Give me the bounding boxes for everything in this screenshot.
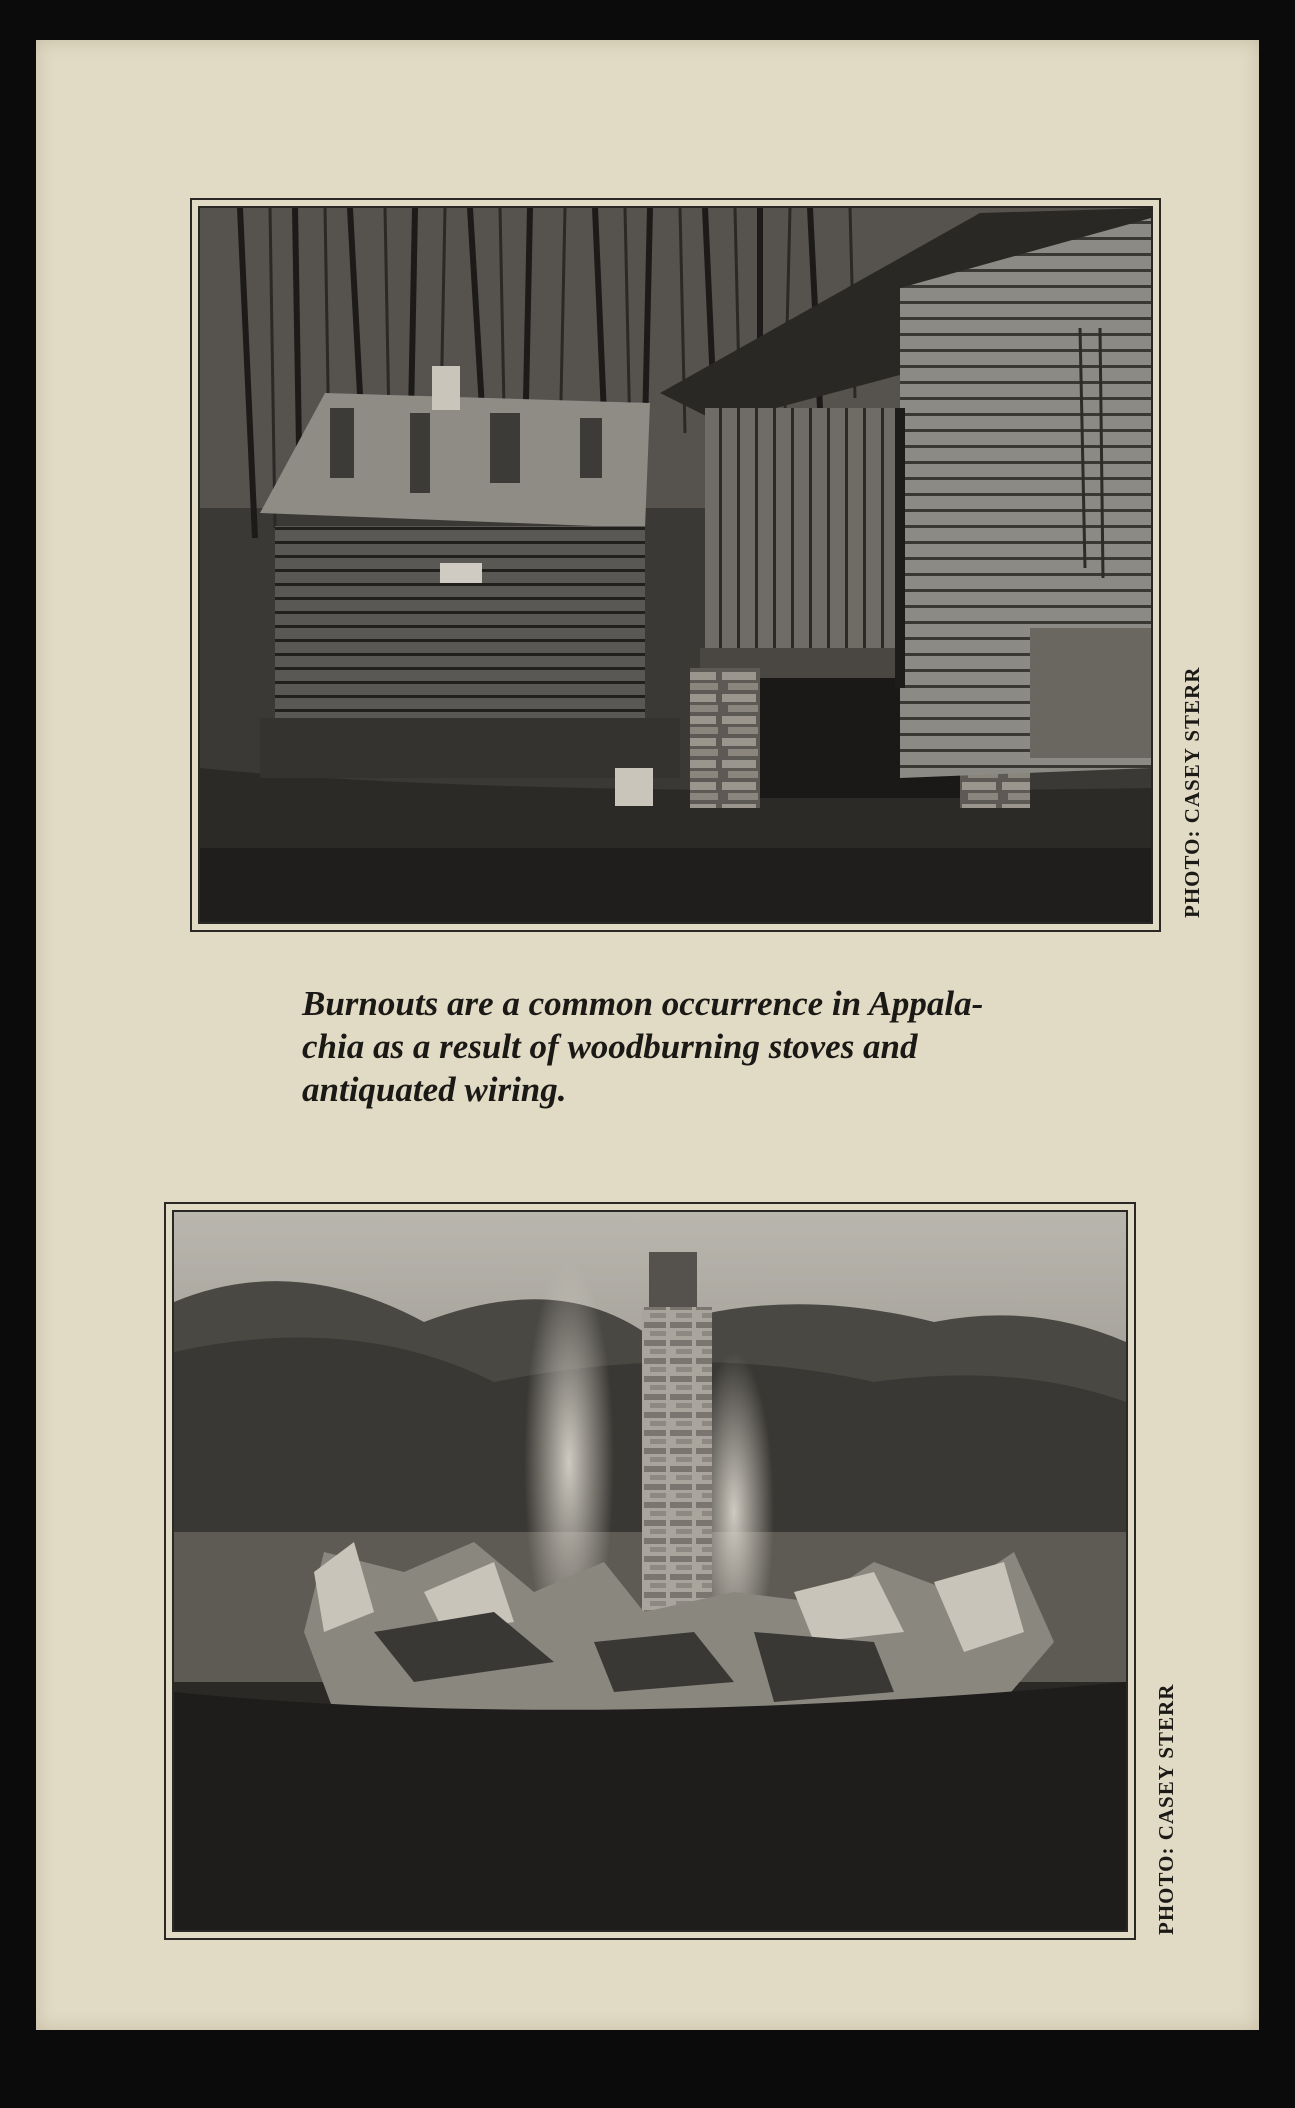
house-photo <box>198 206 1153 924</box>
caption-line: antiquated wiring. <box>302 1070 567 1109</box>
photo-caption <box>302 982 1082 1111</box>
burnout-photo <box>172 1210 1128 1932</box>
burnout-photo-illustration <box>174 1212 1126 1930</box>
burnout-photo-frame <box>164 1202 1136 1940</box>
newsprint-page <box>36 40 1259 2030</box>
house-photo-illustration <box>200 208 1151 922</box>
caption-line: Burnouts are a common occurrence in Appala- <box>302 984 984 1023</box>
photo-credit-top: PHOTO: CASEY STERR <box>1180 666 1204 918</box>
caption-line: chia as a result of woodburning stoves and <box>302 1027 918 1066</box>
photo-credit-bottom: PHOTO: CASEY STERR <box>1154 1683 1178 1935</box>
house-photo-frame <box>190 198 1161 932</box>
